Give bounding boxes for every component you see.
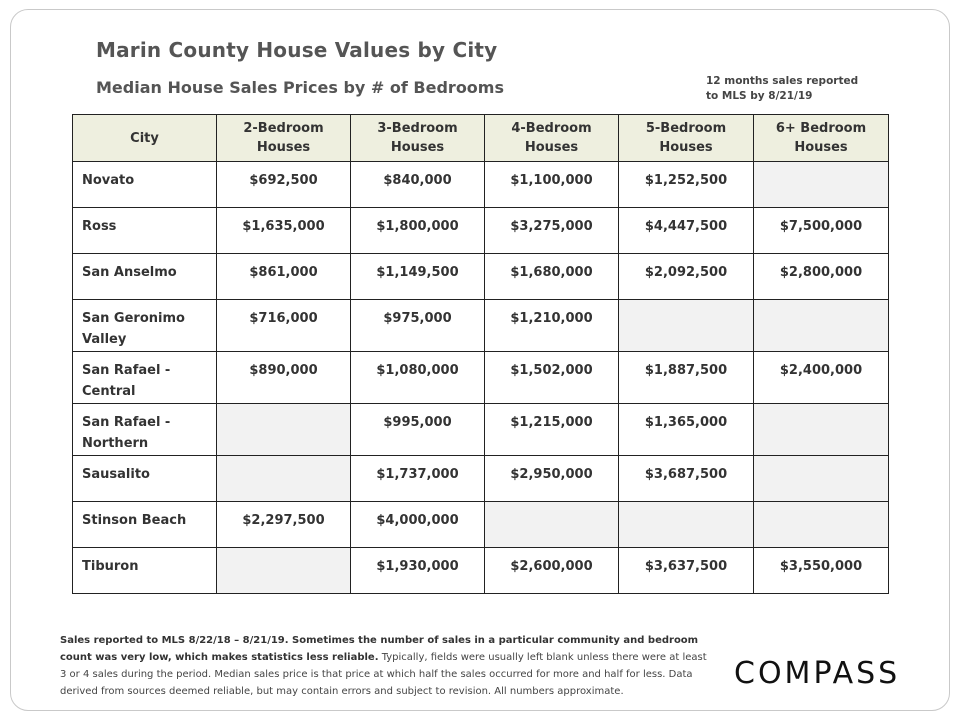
column-header: [619, 115, 754, 162]
column-header-line: Houses: [256, 140, 311, 155]
column-header-line: City: [130, 130, 159, 146]
page-title: Marin County House Values by City: [96, 38, 498, 62]
price-cell: $1,930,000: [351, 548, 485, 594]
empty-cell: [754, 456, 889, 502]
price-cell: $890,000: [217, 352, 351, 404]
price-cell: $4,000,000: [351, 502, 485, 548]
table-row: [73, 456, 889, 502]
empty-cell: [217, 456, 351, 502]
table-row: [73, 502, 889, 548]
empty-cell: [485, 502, 619, 548]
compass-logo: COMPASS: [734, 656, 901, 691]
reporting-note: [706, 74, 858, 104]
table-row: [73, 254, 889, 300]
price-cell: $1,100,000: [485, 162, 619, 208]
reporting-note-line-1: 12 months sales reported: [706, 75, 859, 87]
city-cell: [73, 548, 217, 594]
table-row: [73, 404, 889, 456]
price-cell: $1,680,000: [485, 254, 619, 300]
table-row: [73, 548, 889, 594]
column-header: [754, 115, 889, 162]
column-header-line: 2-Bedroom: [243, 121, 324, 136]
city-cell: [73, 404, 217, 456]
column-header-line: 5-Bedroom: [645, 121, 727, 136]
empty-cell: [754, 162, 889, 208]
price-cell: $1,800,000: [351, 208, 485, 254]
price-cell: $1,215,000: [485, 404, 619, 456]
price-cell: $1,210,000: [485, 300, 619, 352]
page-subtitle: Median House Sales Prices by # of Bedrooms: [96, 78, 504, 97]
column-header-line: Houses: [390, 140, 445, 155]
city-cell: [73, 456, 217, 502]
price-cell: $3,687,500: [619, 456, 754, 502]
city-cell: [73, 352, 217, 404]
city-name-line: Novato: [82, 173, 135, 188]
column-header-line: 3-Bedroom: [377, 121, 458, 136]
price-cell: $2,800,000: [754, 254, 889, 300]
price-cell: $2,092,500: [619, 254, 754, 300]
column-header: [485, 115, 619, 162]
empty-cell: [217, 404, 351, 456]
empty-cell: [619, 502, 754, 548]
table-row: [73, 352, 889, 404]
price-cell: $3,550,000: [754, 548, 889, 594]
price-cell: $2,297,500: [217, 502, 351, 548]
empty-cell: [754, 502, 889, 548]
price-cell: $975,000: [351, 300, 485, 352]
price-cell: $1,635,000: [217, 208, 351, 254]
price-cell: $4,447,500: [619, 208, 754, 254]
price-cell: $3,637,500: [619, 548, 754, 594]
table-row: [73, 208, 889, 254]
price-cell: $7,500,000: [754, 208, 889, 254]
price-cell: $3,275,000: [485, 208, 619, 254]
price-cell: $1,149,500: [351, 254, 485, 300]
footer-text: Typically, fields were usually left blank unless there were at least 3 or 4 sales during the period. Median sales price is that price at which half the sales occurred for more and half for less. Data derived from sources deemed reliable, but may contain errors and subject to revision. All numbers approximate.: [60, 652, 707, 697]
city-name-line: Ross: [82, 219, 117, 234]
city-cell: [73, 254, 217, 300]
price-cell: $2,950,000: [485, 456, 619, 502]
city-name-line: San Rafael -: [82, 363, 171, 378]
column-header-line: 4-Bedroom: [511, 121, 592, 136]
city-name-line: Northern: [82, 436, 149, 451]
price-cell: $861,000: [217, 254, 351, 300]
city-name-line: San Geronimo: [82, 311, 185, 326]
city-cell: [73, 502, 217, 548]
price-cell: $1,080,000: [351, 352, 485, 404]
empty-cell: [619, 300, 754, 352]
empty-cell: [754, 404, 889, 456]
city-name-line: Sausalito: [82, 467, 150, 482]
city-cell: [73, 208, 217, 254]
table-row: [73, 162, 889, 208]
city-cell: [73, 300, 217, 352]
column-header-line: 6+ Bedroom: [775, 121, 867, 136]
price-cell: $1,737,000: [351, 456, 485, 502]
city-name-line: Valley: [82, 332, 127, 347]
house-values-table: [72, 114, 889, 594]
column-header: [73, 115, 217, 162]
price-cell: $2,600,000: [485, 548, 619, 594]
reporting-note-line-2: to MLS by 8/21/19: [706, 90, 813, 102]
footer-bold-text: Sales reported to MLS 8/22/18 – 8/21/19. Sometimes the number of sales in a particular community and bedroom count was very low, which makes statistics less reliable.: [60, 635, 699, 663]
price-cell: $995,000: [351, 404, 485, 456]
city-name-line: Stinson Beach: [82, 513, 187, 528]
price-cell: $1,365,000: [619, 404, 754, 456]
column-header-line: Houses: [524, 140, 579, 155]
city-cell: [73, 162, 217, 208]
column-header: [217, 115, 351, 162]
column-header-line: Houses: [659, 140, 713, 155]
city-name-line: Tiburon: [82, 559, 139, 574]
price-cell: $840,000: [351, 162, 485, 208]
price-cell: $716,000: [217, 300, 351, 352]
footer-disclaimer: [60, 632, 712, 700]
price-cell: $1,502,000: [485, 352, 619, 404]
empty-cell: [754, 300, 889, 352]
city-name-line: Central: [82, 384, 136, 399]
table-header-row: [73, 115, 889, 162]
price-cell: $1,887,500: [619, 352, 754, 404]
price-cell: $1,252,500: [619, 162, 754, 208]
city-name-line: San Rafael -: [82, 415, 171, 430]
table-row: [73, 300, 889, 352]
column-header-line: Houses: [794, 140, 848, 155]
price-cell: $692,500: [217, 162, 351, 208]
city-name-line: San Anselmo: [82, 265, 177, 280]
price-cell: $2,400,000: [754, 352, 889, 404]
column-header: [351, 115, 485, 162]
empty-cell: [217, 548, 351, 594]
